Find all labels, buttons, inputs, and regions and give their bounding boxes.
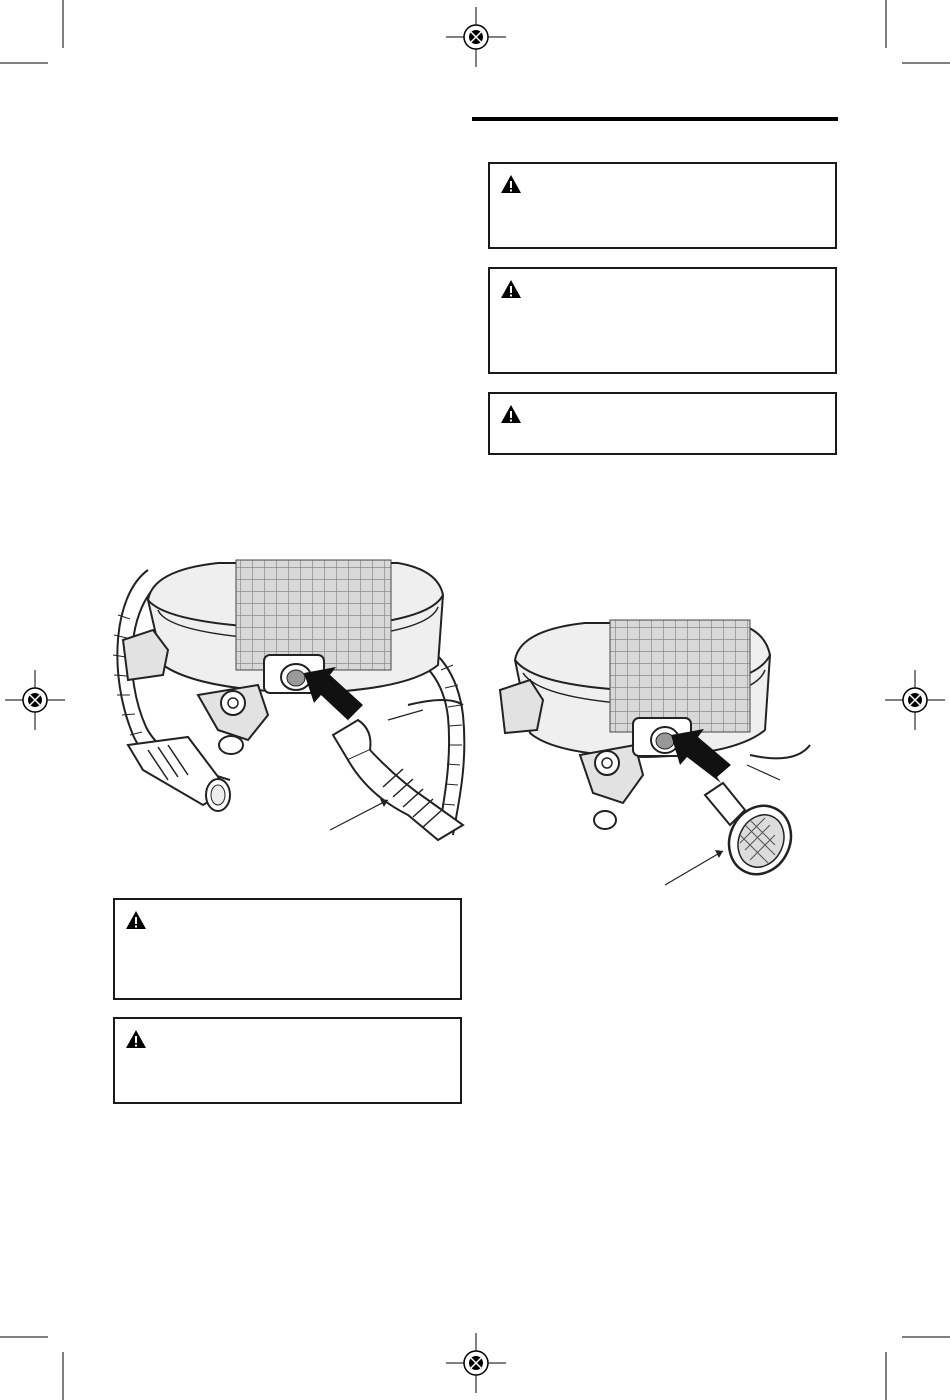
warning-triangle-icon <box>500 174 522 194</box>
warning-box-3 <box>488 392 837 455</box>
warning-triangle-icon <box>125 910 147 930</box>
warning-triangle-icon <box>125 1029 147 1049</box>
hose-to-vacuum-inlet-illustration <box>108 555 473 845</box>
warning-box-2 <box>488 267 837 374</box>
filter-nozzle-to-vacuum-inlet-illustration <box>495 615 825 890</box>
warning-triangle-icon <box>500 404 522 424</box>
registration-mark-top <box>446 7 506 67</box>
filter-nozzle <box>705 783 802 884</box>
section-heading-rule <box>472 117 838 121</box>
warning-triangle-icon <box>500 279 522 299</box>
warning-box-4 <box>113 898 462 1000</box>
wand-tube <box>128 737 230 811</box>
warning-box-1 <box>488 162 837 249</box>
warning-box-5 <box>113 1017 462 1104</box>
registration-mark-right <box>885 670 945 730</box>
hose-nozzle <box>333 720 463 840</box>
registration-mark-left <box>5 670 65 730</box>
registration-mark-bottom <box>446 1333 506 1393</box>
